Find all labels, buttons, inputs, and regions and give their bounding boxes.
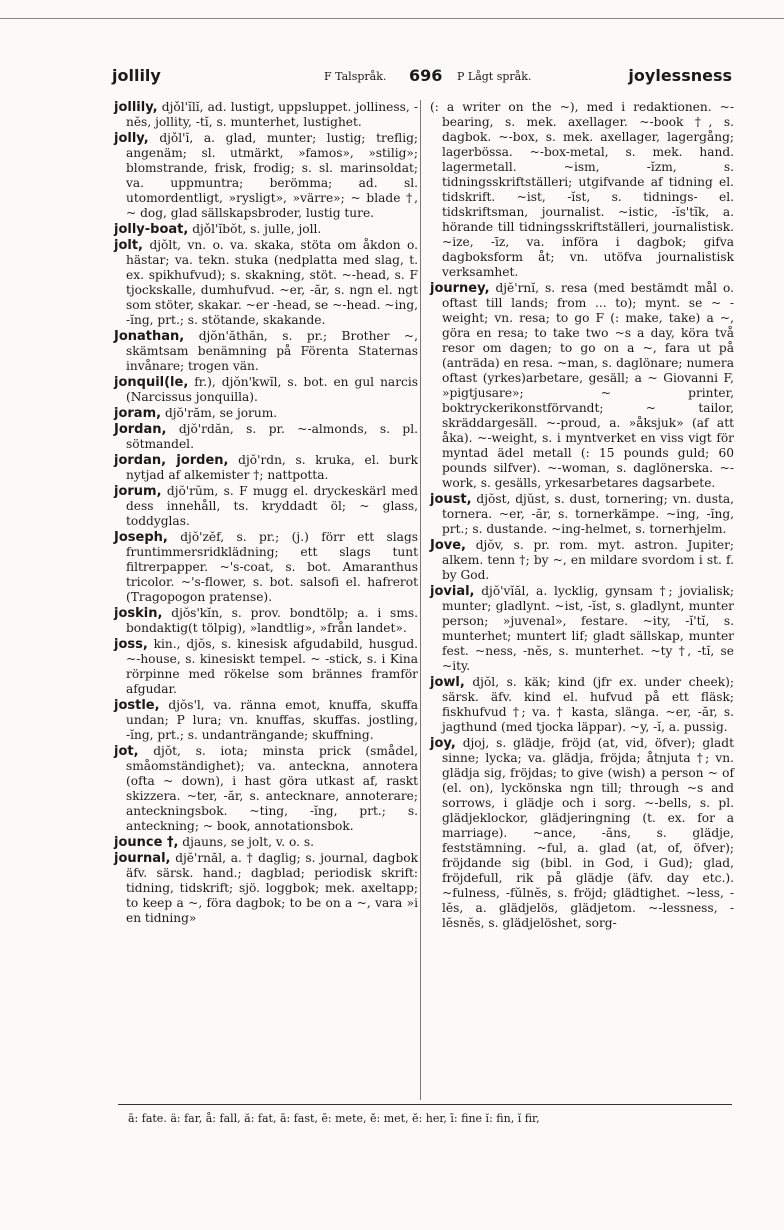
entry-definition: djŏ'rdăn, s. pr. ~-almonds, s. pl. sötmandel. bbox=[126, 422, 418, 451]
dictionary-entry bbox=[114, 835, 418, 850]
entry-headword: jovial, bbox=[430, 584, 475, 599]
entry-headword: journey, bbox=[430, 281, 490, 296]
entry-definition: djŏs'kĭn, s. prov. bondtölp; a. i sms. bondaktig(t tölpig), »landtlig», »från landet». bbox=[126, 606, 418, 635]
column-divider bbox=[420, 100, 421, 1100]
entry-definition: (: a writer on the ~), med i redaktionen. ~-bearing, s. mek. axellager. ~-book †, s. dagbok. ~-box, s. mek. axellager, lagergång; lagerbössa. ~-box-metal, s. mek. hand. lagermetall. ~ism, -ĭzm, s. tidningsskriftställeri; utgifvande af tidning el. tidskrift. ~ist, -ĭst, s. tidnings- el. tidskriftsman, journalist. ~istic, -ĭs'tĭk, a. hörande till tidningsskriftställeri, journalistisk. ~ize, -īz, va. införa i dagbok; gifva dagboksform åt; vn. utöfva journalistisk verksamhet. bbox=[430, 100, 734, 279]
entry-definition: djŏn'ăthăn, s. pr.; Brother ~, skämtsam benämning på Förenta Staternas invånare; trogen vän. bbox=[126, 329, 418, 373]
entry-definition: djŏ'vĭăl, a. lycklig, gynsam †; jovialisk; munter; gladlynt. ~ist, -ĭst, s. gladlynt, munter person; »juvenal», festare. ~ity, -ĭ'tĭ, s. munterhet; muntert lif; gladt sällskap, munter fest. ~ness, -nĕs, s. munterhet. ~ty †, -tĭ, se ~ity. bbox=[442, 584, 735, 673]
entry-headword: joy, bbox=[430, 736, 456, 751]
header-right-guide-word: joylessness bbox=[628, 66, 732, 85]
dictionary-entry bbox=[114, 422, 418, 452]
entry-definition: djǒl'ĭlĭ, ad. lustigt, uppsluppet. jolliness, -nĕs, jollity, -tĭ, s. munterhet, lustighet. bbox=[126, 100, 418, 129]
entry-headword: jolt, bbox=[114, 238, 143, 253]
entry-definition: djauns, se jolt, v. o. s. bbox=[182, 835, 314, 849]
entry-headword: Joseph, bbox=[114, 530, 168, 545]
entry-definition: djǒl'ĭ, a. glad, munter; lustig; treflig; angenäm; sl. utmärkt, »famos», »stilig»; blomstrande, frisk, frodig; s. sl. marinsoldat; va. uppmuntra; berömma; ad. sl. utomordentligt, »rysligt», »värre»; ~ blade †, ~ dog, glad sällskapsbroder, lustig ture. bbox=[126, 131, 419, 220]
dictionary-entry bbox=[430, 584, 734, 674]
dictionary-entry bbox=[430, 736, 734, 931]
entry-definition: djŏl, s. käk; kind (jfr ex. under cheek); särsk. äfv. kind el. hufvud på ett fläsk; fiskhufvud †; va. † kasta, slänga. ~er, -ăr, s. jagthund (med tjocka läppar). ~y, -ĭ, a. pussig. bbox=[442, 675, 734, 734]
entry-definition: fr.), djŏn'kwĭl, s. bot. en gul narcis (Narcissus jonquilla). bbox=[126, 375, 419, 404]
dictionary-entry bbox=[114, 406, 418, 421]
entry-definition: djĕ'rnĭ, s. resa (med bestämdt mål o. oftast till lands; from ... to); mynt. se ~ -weight; vn. resa; to go F (: make, take) a ~, göra en resa; to take two ~s a day, köra två resor om dagen; to go on a ~, fara ut på (anträda) en resa. ~man, s. daglönare; numera oftast (yrkes)arbetare, gesäll; a ~ Giovanni F, »pigtjusare»; ~ printer, boktryckerikonstförvandt; ~ tailor, skräddargesäll. ~-proud, a. »åksjuk» (af att åka). ~-weight, s. i myntverket en viss vigt för myntad ädel metall (: 15 pounds guld; 60 pounds silfver). ~-woman, s. daglönerska. ~-work, s. gesälls, yrkesarbetares dagsarbete. bbox=[442, 281, 734, 490]
entry-headword: jordan, jorden, bbox=[114, 453, 229, 468]
entry-headword: joram, bbox=[114, 406, 162, 421]
top-rule bbox=[0, 18, 784, 19]
entry-definition: djoj, s. glädje, fröjd (at, vid, öfver); gladt sinne; lycka; va. glädja, fröjda; åtnjuta †; vn. glädja sig, fröjdas; to give (wish) a person ~ of (el. on), lyckönska ngn till; through ~s and sorrows, i glädje och i sorg. ~-bells, s. pl. glädjeklockor, glädjeringning (t. ex. for a marriage). ~ance, -ăns, s. glädje, feststämning. ~ful, a. glad (at, of, öfver); fröjdande sig (bibl. in God, i Gud); glad, fröjdefull, rik på glädje (äfv. day etc.). ~fulness, -fŭlnĕs, s. fröjd; glädtighet. ~less, -lĕs, a. glädjelös, glädjetom. ~-lessness, -lĕsnĕs, s. glädjelöshet, sorg- bbox=[442, 736, 734, 930]
dictionary-entry bbox=[114, 851, 418, 926]
dictionary-entry bbox=[114, 606, 418, 636]
entry-headword: joust, bbox=[430, 492, 472, 507]
dictionary-entry bbox=[114, 131, 418, 221]
dictionary-entry bbox=[114, 375, 418, 405]
dictionary-entry bbox=[114, 698, 418, 743]
page-number: 696 bbox=[409, 66, 443, 85]
entry-headword: jot, bbox=[114, 744, 139, 759]
dictionary-entry bbox=[430, 281, 734, 491]
entry-headword: jowl, bbox=[430, 675, 465, 690]
pronunciation-key: ā: fate. ä: far, å: fall, ă: fat, ā: fast, ē: mete, ĕ: met, ĕ: her, ī: fine ĭ: fin, ĭ fir, bbox=[128, 1112, 540, 1125]
entry-headword: jostle, bbox=[114, 698, 160, 713]
entry-definition: djŏ'răm, se jorum. bbox=[164, 406, 278, 420]
header-colloquial-label: F Talspråk. bbox=[324, 70, 387, 83]
dictionary-entry bbox=[114, 453, 418, 483]
entry-headword: Jonathan, bbox=[114, 329, 185, 344]
right-column bbox=[430, 100, 734, 932]
dictionary-entry bbox=[430, 538, 734, 583]
entry-definition: djŏs'l, va. ränna emot, knuffa, skuffa undan; P lura; vn. knuffas, skuffas. jostling, -ĭng, prt.; s. undanträngande; skuffning. bbox=[126, 698, 419, 742]
dictionary-entry bbox=[114, 222, 418, 237]
header-left-guide-word: jollily bbox=[112, 66, 161, 85]
entry-definition: djŏ'rdn, s. kruka, el. burk nytjad af alkemister †; nattpotta. bbox=[126, 453, 418, 482]
entry-definition: djŏt, s. iota; minsta prick (smådel, småomständighet); va. anteckna, annotera (ofta ~ down), i hast göra utkast af, raskt skizzera. ~ter, -ăr, s. antecknare, annoterare; anteckningsbok. ~ting, -ĭng, prt.; s. anteckning; ~ book, annotationsbok. bbox=[126, 744, 419, 833]
dictionary-entry bbox=[114, 100, 418, 130]
entry-definition: djŏst, djŭst, s. dust, tornering; vn. dusta, tornera. ~er, -ăr, s. tornerkämpe. ~ing, -ĭng, prt.; s. dustande. ~ing-helmet, s. tornerhjelm. bbox=[442, 492, 735, 536]
entry-headword: jorum, bbox=[114, 484, 162, 499]
dictionary-entry bbox=[114, 530, 418, 605]
entry-headword: Jordan, bbox=[114, 422, 167, 437]
dictionary-entry bbox=[430, 100, 734, 280]
entry-headword: joskin, bbox=[114, 606, 163, 621]
entry-headword: jolly-boat, bbox=[114, 222, 189, 237]
entry-definition: djŏ'rŭm, s. F mugg el. dryckeskärl med dess innehåll, ts. kryddadt öl; ~ glass, toddyglas. bbox=[126, 484, 418, 528]
entry-headword: Jove, bbox=[430, 538, 466, 553]
entry-headword: jollily, bbox=[114, 100, 158, 115]
entry-headword: jolly, bbox=[114, 131, 149, 146]
dictionary-entry bbox=[114, 238, 418, 328]
entry-definition: djŏv, s. pr. rom. myt. astron. Jupiter; alkem. tenn †; by ~, en mildare svordom i st. f. by God. bbox=[442, 538, 734, 582]
entry-definition: djĕ'rnăl, a. † daglig; s. journal, dagbok äfv. särsk. hand.; dagblad; periodisk skrift: tidning, tidskrift; sjö. loggbok; mek. axeltapp; to keep a ~, föra dagbok; to be on a ~, vara »i en tidning» bbox=[126, 851, 419, 925]
entry-headword: journal, bbox=[114, 851, 171, 866]
dictionary-entry bbox=[430, 675, 734, 735]
entry-definition: djŏlt, vn. o. va. skaka, stöta om åkdon o. hästar; va. tekn. stuka (nedplatta med slag, t. ex. spikhufvud); s. skakning, stöt. ~-head, s. F tjockskalle, dumhufvud. ~er, -ăr, s. ngn el. ngt som stöter, skakar. ~er -head, se ~-head. ~ing, -ĭng, prt.; s. stötande, skakande. bbox=[126, 238, 419, 327]
entry-definition: djǒl'ĭbŏt, s. julle, joll. bbox=[192, 222, 322, 236]
dictionary-entry bbox=[114, 484, 418, 529]
entry-definition: djŏ'zĕf, s. pr.; (j.) förr ett slags fruntimmersridklädning; ett slags tunt filtrerpapper. ~'s-coat, s. bot. Amaranthus tricolor. ~'s-flower, s. bot. salsofi el. hafrerot (Tragopogon pratense). bbox=[126, 530, 419, 604]
entry-headword: joss, bbox=[114, 637, 148, 652]
dictionary-entry bbox=[430, 492, 734, 537]
entry-definition: kin., djŏs, s. kinesisk afgudabild, husgud. ~-house, s. kinesiskt tempel. ~ -stick, s. i Kina rörpinne med rökelse som brännes framför afgudar. bbox=[126, 637, 418, 696]
header-vulgar-label: P Lågt språk. bbox=[457, 70, 532, 83]
dictionary-entry bbox=[114, 744, 418, 834]
left-column bbox=[114, 100, 418, 927]
entry-headword: jounce †, bbox=[114, 835, 179, 850]
bottom-rule bbox=[118, 1104, 732, 1105]
entry-headword: jonquil(le, bbox=[114, 375, 189, 390]
dictionary-entry bbox=[114, 329, 418, 374]
page-header bbox=[112, 66, 732, 90]
dictionary-entry bbox=[114, 637, 418, 697]
